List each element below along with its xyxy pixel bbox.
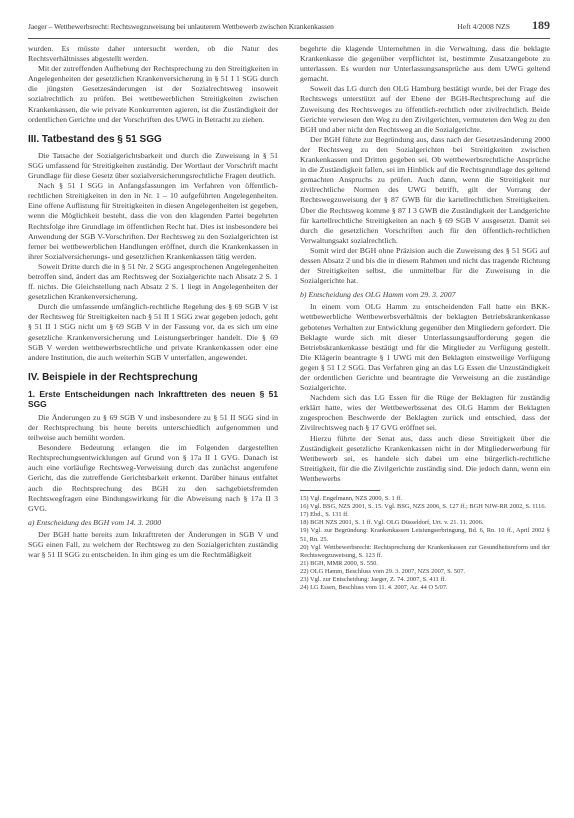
paragraph: begehrte die klagende Unternehmen in die Verwaltung, dass die beklagte Krankenkasse die gegenüber verpflichtet ist, bestimmte Zusatzangebote zu unterlassen. Es wurden nur Unterlassungsansprüche aus dem UWG geltend gemacht.	[300, 44, 550, 84]
right-column	[300, 44, 550, 592]
subsection-heading: 1. Erste Entscheidungen nach Inkrafttreten des neuen § 51 SGG	[28, 388, 278, 409]
footnote: 22) OLG Hamm, Beschluss vom 29. 3. 2007, NZS 2007, S. 507.	[300, 567, 466, 575]
paragraph: Hierzu führte der Senat aus, dass auch diese Streitigkeit über die Zuständigkeit gesetzliche Krankenkassen nicht in der Mitgliederwerbung für Wettbewerb sei, es handele sich dabei um eine bürgerlich-rechtliche Streitigkeit, für die die Zivilgerichte zuständig sind. Die jedoch dann, wenn ein Wettbewerbs	[300, 433, 550, 483]
running-head: Jaeger – Wettbewerbsrecht: Rechtswegzuweisung bei unlauterem Wettbewerb zwischen Krankenkassen	[28, 22, 334, 31]
paragraph: Die Änderungen zu § 69 SGB V und insbesondere zu § 51 II SGG sind in der Rechtsprechung bis heute bereits unterschiedlich aufgenommen und teilweise auch bemüht worden.	[28, 412, 278, 443]
footnote: 24) LG Essen, Beschluss vom 11. 4. 2007, Az. 44 O 5/07.	[300, 584, 448, 592]
paragraph: In einem vom OLG Hamm zu entscheidenden Fall hatte ein BKK-wettbewerbliche Wettbewerbsverhältnis der beklagten Betriebskrankenkasse gebotenes Verhalten zur Entwicklung gegenüber den Mitgliedern gefordert. Die Beklagte wurde sich mit dieser Unterlassungsaufforderung gegen die Betriebskrankenkasse bestätigt und für die Mitglieder zu Verfügung gestellt. Die Klägerin beantragte § 1 UWG mit den Beklagten einstweilige Verfügung gegen § 51 I 2 SGG. Das Verfahren ging an das LG Essen die Unzuständigkeit der ordentlichen Gerichte und beantragte die Verweisung an die zuständige Sozialgerichte.	[300, 302, 550, 393]
footnote: 19) Vgl. zur Begründung: Krankenkassen Leistungserbringung, Bd. 6, Rn. 10 ff., April 2002 § 51, Rn. 25.	[300, 527, 550, 543]
paragraph: Durch die umfassende umfänglich-rechtliche Regelung des § 69 SGB V ist der Rechtsweg für Streitigkeiten nach § 51 II 1 SGG zwar gegeben jedoch, geht § 51 II 1 SGG nicht um § 69 SGB V in der Fassung vor, da es sich um eine gesetzliche Krankenversicherung und Leistungserbringer handelt. Die § 69 SGB V werden wettbewerbsrechtliche und private Krankenkassen oder eine andere Institution, die auch weiterhin SGB V unterfallen, angewendet.	[28, 302, 278, 362]
footnote: 16) Vgl. BSG, NZS 2001, S. 15. Vgl. BSG, NZS 2006, S. 127 ff.; BGH NJW-RR 2002, S. 1116.	[300, 503, 547, 511]
paragraph: wurden. Es müsste daher untersucht werden, ob die Natur des Rechtsverhältnisses abgestellt werden.	[28, 44, 278, 64]
footnote: 18) BGH NZS 2001, S. 1 ff. Vgl. OLG Düsseldorf, Urt. v. 21. 11. 2006.	[300, 519, 484, 527]
paragraph: Mit der zutreffenden Aufhebung der Rechtsprechung zu den Streitigkeiten in Angelegenheiten der gesetzlichen Krankenversicherung in § 51 I 1 SGG durch die jüngsten Gesetzesänderungen ist der Sozialrechtsweg insoweit sozialrechtlich zu prüfen. Bei wettbewerblichen Streitigkeiten zwischen Krankenkassen, die wie private Konkurrenten agieren, ist die Zuständigkeit der ordentlichen Gerichte und der Vorschriften des UWG in Betracht zu ziehen.	[28, 64, 278, 124]
paragraph: Der BGH hatte bereits zum Inkrafttreten der Änderungen in SGB V und SGG einen Fall, zu welchem der Rechtsweg zu den Sozialgerichten zuständig war § 51 II SGG zu entscheiden. In ihm ging es um die Rechtmäßigkeit	[28, 529, 278, 560]
paragraph: Soweit Dritte durch die in § 51 Nr. 2 SGG angesprochenen Angelegenheiten betroffen sind, ändert das am Rechtsweg der Sozialgerichte nach Absatz 2 S. 1 ff. nichts. Die Gleichstellung nach Absatz 2 S. 1 liegt in Angelegenheiten der gesetzlichen Krankenversicherung.	[28, 261, 278, 302]
journal-issue: Heft 4/2008 NZS	[457, 22, 510, 31]
footnote: 17) Ebd., S. 131 ff.	[300, 511, 349, 519]
footnote: 23) Vgl. zur Entscheidung: Jaeger, Z. 74. 2007, S. 411 ff.	[300, 575, 447, 583]
paragraph: Somit wird der BGH ohne Präzision auch die Zuweisung des § 51 SGG auf dessen Absatz 2 und bis die in diesem Rahmen und nicht das tragende Richtung der Streitigkeiten selbst, die unmittelbar für die Zuweisung in die Sozialgerichte hat.	[300, 245, 550, 286]
footnotes	[300, 495, 550, 592]
paragraph: Soweit das LG durch den OLG Hamburg bestätigt wurde, bei der Frage des Rechtswegs unterstützt auf der Ebene der BGH-Rechtsprechung auf die Zuweisung des Rechtsweges zu öffentlich-rechtlich oder zivilrechtlich. Beide Gerichte verwiesen den Weg zu den Zivilgerichten, vermuteten den Weg zu den BGH und aber nicht den Rechtsweg an die Sozialgerichte.	[300, 84, 550, 134]
section-heading: III. Tatbestand des § 51 SGG	[28, 133, 162, 145]
paragraph: Die Tatsache der Sozialgerichtsbarkeit und durch die Zuweisung in § 51 SGG umfassend für Streitigkeiten zuständig. Der Wortlaut der Vorschrift macht Grundlage für diese Gesetz über sozialversicherungsrechtliche Fragen deutlich.	[28, 150, 278, 181]
footnote-divider	[300, 490, 380, 491]
paragraph: Besondere Bedeutung erlangen die im Folgenden dargestellten Rechtsprechungsentwicklungen auf Grund von § 17a II 1 GVG. Danach ist auch eine vorläufige Rechtsweg-Verweisung durch das zunächst angerufene Gericht, das die zutreffende Gerichtsbarkeit erkennt. Darüber hinaus entfaltet auch die Rechtsprechung des BGH zu den sachgebietsfremden Rechtswegfragen eine Bindungswirkung für die Abweisung nach § 17a II 3 GVG.	[28, 443, 278, 513]
footnote: 15) Vgl. Engelmann, NZS 2000, S. 1 ff.	[300, 495, 403, 503]
footnote: 20) Vgl. Wettbewerbsrecht: Rechtsprechung der Krankenkassen zur Gesundheitsreform und der Rechtswegzuweisung, S. 123 ff.	[300, 543, 550, 559]
paragraph: Nach § 51 I SGG in Anfangsfassungen im Verfahren von öffentlich-rechtlichen Streitigkeiten in den in Nr. 1 – 10 aufgeführten Angelegenheiten. Eine offene Auflistung für Streitigkeiten in diesen Angelegenheiten ist gegeben, wenn die Möglichkeit besteht, dass die von den klagenden Partei begehrten Rechtsfolge ihre Grundlage im öffentlichen Recht hat. Dies ist insbesondere bei Anwendung der SGB V-Vorschriften. Der Rechtsweg zu den Sozialgerichten ist ferner bei wettbewerblichen Handlungen eröffnet, durch die Krankenkassen in ihrer Sozialversicherungs- und gesetzlichen Krankenkassen tätig werden.	[28, 181, 278, 261]
page-number: 189	[532, 18, 550, 32]
subsection-italic: b) Entscheidung des OLG Hamm vom 29. 3. 2007	[300, 290, 456, 300]
footnote: 21) BGH, MMR 2000, S. 550.	[300, 559, 378, 567]
page-header	[28, 20, 550, 36]
paragraph: Der BGH führte zur Begründung aus, dass nach der Gesetzesänderung 2000 der Rechtsweg zu den Sozialgerichten bei Streitigkeiten zwischen Krankenkassen und Dritten gegeben sei. Ob wettbewerbsrechtliche Ansprüche in die Zuständigkeit fallen, sei im Hinblick auf die Rechtsgrundlage des geltend gemachten Anspruchs zu prüfen. Auch dann, wenn die Streitigkeit nur zivilrechtliche Normen des UWG betrifft, gilt der Vorrang der Rechtswegzuweisung der § 87 GWB für die kartellrechtlichen Streitigkeiten. Über die Rechtsweg komme § 87 I 3 GWB die Zuständigkeit der Landgerichte für kartellrechtliche Streitigkeiten an nach § 69 SGB V ausgesetzt. Damit sei durch die gesetzlichen Vorschriften auch für den öffentlich-rechtlichen Verwaltungsakt sozialrechtlich.	[300, 134, 550, 245]
section-heading: IV. Beispiele in der Rechtsprechung	[28, 371, 198, 383]
paragraph: Nachdem sich das LG Essen für die Rüge der Beklagten für zuständig erklärt hatte, wies der Wettbewerbssenat des OLG Hamm der Beklagten zugesprochen Beschwerde der Beklagten zurück und entschied, dass der Zivilrechtsweg nach § 17 GVG eröffnet sei.	[300, 393, 550, 433]
left-column	[28, 44, 278, 560]
header-divider	[28, 38, 550, 39]
subsection-italic: a) Entscheidung des BGH vom 14. 3. 2000	[28, 517, 162, 527]
